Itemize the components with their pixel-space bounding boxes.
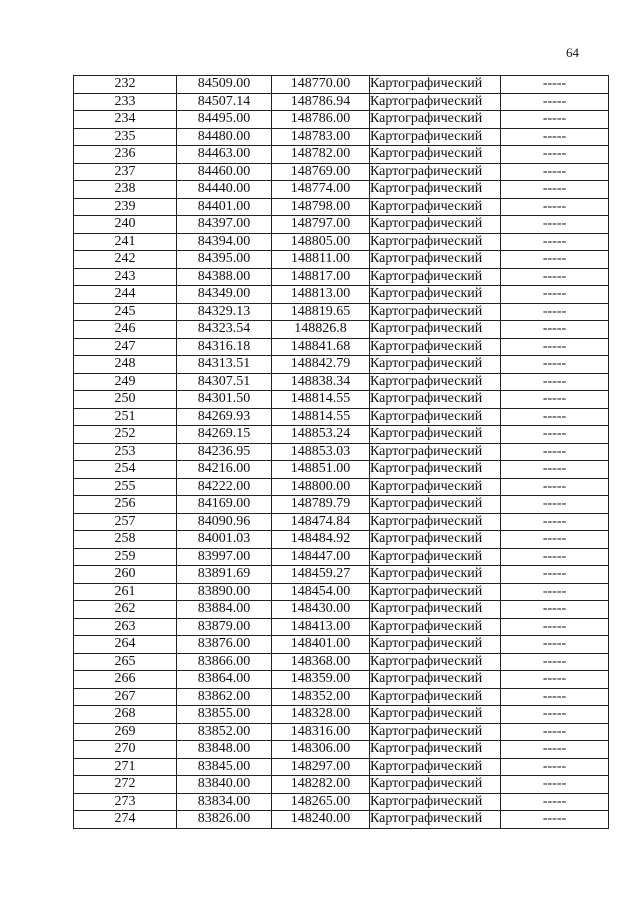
table-row	[74, 653, 609, 671]
y-coordinate-cell: 148841.68	[272, 338, 370, 356]
method-cell: Картографический	[370, 671, 501, 689]
accuracy-cell: -----	[501, 513, 609, 531]
x-coordinate-cell: 83845.00	[177, 758, 272, 776]
x-coordinate-cell: 84236.95	[177, 443, 272, 461]
accuracy-cell: -----	[501, 321, 609, 339]
table-row	[74, 811, 609, 829]
x-coordinate-cell: 83834.00	[177, 793, 272, 811]
x-coordinate-cell: 83852.00	[177, 723, 272, 741]
accuracy-cell: -----	[501, 443, 609, 461]
y-coordinate-cell: 148811.00	[272, 251, 370, 269]
x-coordinate-cell: 84401.00	[177, 198, 272, 216]
table-row	[74, 706, 609, 724]
method-cell: Картографический	[370, 741, 501, 759]
y-coordinate-cell: 148459.27	[272, 566, 370, 584]
point-number-cell: 241	[74, 233, 177, 251]
point-number-cell: 256	[74, 496, 177, 514]
table-row	[74, 128, 609, 146]
accuracy-cell: -----	[501, 286, 609, 304]
y-coordinate-cell: 148851.00	[272, 461, 370, 479]
accuracy-cell: -----	[501, 128, 609, 146]
y-coordinate-cell: 148782.00	[272, 146, 370, 164]
accuracy-cell: -----	[501, 793, 609, 811]
accuracy-cell: -----	[501, 408, 609, 426]
accuracy-cell: -----	[501, 163, 609, 181]
y-coordinate-cell: 148789.79	[272, 496, 370, 514]
y-coordinate-cell: 148814.55	[272, 408, 370, 426]
point-number-cell: 233	[74, 93, 177, 111]
table-row	[74, 548, 609, 566]
y-coordinate-cell: 148819.65	[272, 303, 370, 321]
table-row	[74, 601, 609, 619]
x-coordinate-cell: 84313.51	[177, 356, 272, 374]
x-coordinate-cell: 83997.00	[177, 548, 272, 566]
x-coordinate-cell: 84301.50	[177, 391, 272, 409]
accuracy-cell: -----	[501, 566, 609, 584]
table-row	[74, 408, 609, 426]
accuracy-cell: -----	[501, 618, 609, 636]
y-coordinate-cell: 148430.00	[272, 601, 370, 619]
table-row	[74, 181, 609, 199]
y-coordinate-cell: 148297.00	[272, 758, 370, 776]
accuracy-cell: -----	[501, 233, 609, 251]
method-cell: Картографический	[370, 251, 501, 269]
point-number-cell: 257	[74, 513, 177, 531]
method-cell: Картографический	[370, 513, 501, 531]
table-row	[74, 198, 609, 216]
method-cell: Картографический	[370, 233, 501, 251]
method-cell: Картографический	[370, 373, 501, 391]
method-cell: Картографический	[370, 531, 501, 549]
x-coordinate-cell: 84269.93	[177, 408, 272, 426]
table-row	[74, 688, 609, 706]
method-cell: Картографический	[370, 723, 501, 741]
y-coordinate-cell: 148838.34	[272, 373, 370, 391]
y-coordinate-cell: 148770.00	[272, 76, 370, 94]
y-coordinate-cell: 148826.8	[272, 321, 370, 339]
table-row	[74, 163, 609, 181]
method-cell: Картографический	[370, 653, 501, 671]
y-coordinate-cell: 148484.92	[272, 531, 370, 549]
x-coordinate-cell: 84329.13	[177, 303, 272, 321]
table-row	[74, 636, 609, 654]
y-coordinate-cell: 148454.00	[272, 583, 370, 601]
accuracy-cell: -----	[501, 723, 609, 741]
method-cell: Картографический	[370, 793, 501, 811]
coordinates-table-body	[74, 76, 609, 829]
y-coordinate-cell: 148282.00	[272, 776, 370, 794]
y-coordinate-cell: 148786.00	[272, 111, 370, 129]
accuracy-cell: -----	[501, 251, 609, 269]
method-cell: Картографический	[370, 163, 501, 181]
x-coordinate-cell: 84509.00	[177, 76, 272, 94]
method-cell: Картографический	[370, 268, 501, 286]
x-coordinate-cell: 84460.00	[177, 163, 272, 181]
point-number-cell: 260	[74, 566, 177, 584]
x-coordinate-cell: 84397.00	[177, 216, 272, 234]
accuracy-cell: -----	[501, 776, 609, 794]
point-number-cell: 258	[74, 531, 177, 549]
x-coordinate-cell: 84307.51	[177, 373, 272, 391]
x-coordinate-cell: 83855.00	[177, 706, 272, 724]
x-coordinate-cell: 84495.00	[177, 111, 272, 129]
method-cell: Картографический	[370, 618, 501, 636]
point-number-cell: 239	[74, 198, 177, 216]
x-coordinate-cell: 84323.54	[177, 321, 272, 339]
accuracy-cell: -----	[501, 706, 609, 724]
table-row	[74, 251, 609, 269]
x-coordinate-cell: 83876.00	[177, 636, 272, 654]
table-row	[74, 758, 609, 776]
point-number-cell: 268	[74, 706, 177, 724]
accuracy-cell: -----	[501, 548, 609, 566]
method-cell: Картографический	[370, 286, 501, 304]
table-row	[74, 776, 609, 794]
y-coordinate-cell: 148447.00	[272, 548, 370, 566]
point-number-cell: 238	[74, 181, 177, 199]
table-row	[74, 216, 609, 234]
x-coordinate-cell: 84394.00	[177, 233, 272, 251]
method-cell: Картографический	[370, 356, 501, 374]
accuracy-cell: -----	[501, 426, 609, 444]
accuracy-cell: -----	[501, 461, 609, 479]
y-coordinate-cell: 148842.79	[272, 356, 370, 374]
y-coordinate-cell: 148368.00	[272, 653, 370, 671]
point-number-cell: 242	[74, 251, 177, 269]
table-row	[74, 741, 609, 759]
accuracy-cell: -----	[501, 671, 609, 689]
table-row	[74, 496, 609, 514]
table-row	[74, 321, 609, 339]
table-row	[74, 93, 609, 111]
y-coordinate-cell: 148265.00	[272, 793, 370, 811]
y-coordinate-cell: 148797.00	[272, 216, 370, 234]
accuracy-cell: -----	[501, 531, 609, 549]
x-coordinate-cell: 83864.00	[177, 671, 272, 689]
method-cell: Картографический	[370, 758, 501, 776]
point-number-cell: 236	[74, 146, 177, 164]
point-number-cell: 252	[74, 426, 177, 444]
y-coordinate-cell: 148328.00	[272, 706, 370, 724]
method-cell: Картографический	[370, 636, 501, 654]
method-cell: Картографический	[370, 566, 501, 584]
y-coordinate-cell: 148786.94	[272, 93, 370, 111]
accuracy-cell: -----	[501, 688, 609, 706]
x-coordinate-cell: 84090.96	[177, 513, 272, 531]
x-coordinate-cell: 84216.00	[177, 461, 272, 479]
accuracy-cell: -----	[501, 373, 609, 391]
x-coordinate-cell: 84388.00	[177, 268, 272, 286]
y-coordinate-cell: 148352.00	[272, 688, 370, 706]
y-coordinate-cell: 148401.00	[272, 636, 370, 654]
x-coordinate-cell: 83884.00	[177, 601, 272, 619]
table-row	[74, 443, 609, 461]
method-cell: Картографический	[370, 303, 501, 321]
method-cell: Картографический	[370, 548, 501, 566]
point-number-cell: 253	[74, 443, 177, 461]
y-coordinate-cell: 148783.00	[272, 128, 370, 146]
table-row	[74, 566, 609, 584]
table-row	[74, 793, 609, 811]
point-number-cell: 254	[74, 461, 177, 479]
method-cell: Картографический	[370, 811, 501, 829]
method-cell: Картографический	[370, 408, 501, 426]
method-cell: Картографический	[370, 338, 501, 356]
table-row	[74, 426, 609, 444]
method-cell: Картографический	[370, 776, 501, 794]
table-row	[74, 618, 609, 636]
table-row	[74, 286, 609, 304]
y-coordinate-cell: 148316.00	[272, 723, 370, 741]
table-row	[74, 111, 609, 129]
x-coordinate-cell: 83848.00	[177, 741, 272, 759]
point-number-cell: 265	[74, 653, 177, 671]
point-number-cell: 244	[74, 286, 177, 304]
point-number-cell: 237	[74, 163, 177, 181]
method-cell: Картографический	[370, 706, 501, 724]
table-row	[74, 531, 609, 549]
x-coordinate-cell: 84001.03	[177, 531, 272, 549]
accuracy-cell: -----	[501, 653, 609, 671]
point-number-cell: 255	[74, 478, 177, 496]
accuracy-cell: -----	[501, 268, 609, 286]
table-row	[74, 478, 609, 496]
point-number-cell: 262	[74, 601, 177, 619]
x-coordinate-cell: 84222.00	[177, 478, 272, 496]
y-coordinate-cell: 148413.00	[272, 618, 370, 636]
x-coordinate-cell: 83866.00	[177, 653, 272, 671]
point-number-cell: 232	[74, 76, 177, 94]
accuracy-cell: -----	[501, 181, 609, 199]
point-number-cell: 240	[74, 216, 177, 234]
point-number-cell: 245	[74, 303, 177, 321]
y-coordinate-cell: 148813.00	[272, 286, 370, 304]
accuracy-cell: -----	[501, 391, 609, 409]
method-cell: Картографический	[370, 601, 501, 619]
x-coordinate-cell: 83826.00	[177, 811, 272, 829]
y-coordinate-cell: 148798.00	[272, 198, 370, 216]
accuracy-cell: -----	[501, 216, 609, 234]
table-row	[74, 146, 609, 164]
accuracy-cell: -----	[501, 76, 609, 94]
point-number-cell: 251	[74, 408, 177, 426]
accuracy-cell: -----	[501, 583, 609, 601]
y-coordinate-cell: 148474.84	[272, 513, 370, 531]
x-coordinate-cell: 84480.00	[177, 128, 272, 146]
x-coordinate-cell: 83891.69	[177, 566, 272, 584]
table-row	[74, 391, 609, 409]
x-coordinate-cell: 84269.15	[177, 426, 272, 444]
accuracy-cell: -----	[501, 636, 609, 654]
point-number-cell: 261	[74, 583, 177, 601]
table-row	[74, 356, 609, 374]
x-coordinate-cell: 84395.00	[177, 251, 272, 269]
accuracy-cell: -----	[501, 811, 609, 829]
x-coordinate-cell: 84169.00	[177, 496, 272, 514]
method-cell: Картографический	[370, 146, 501, 164]
point-number-cell: 243	[74, 268, 177, 286]
x-coordinate-cell: 84440.00	[177, 181, 272, 199]
table-row	[74, 513, 609, 531]
table-row	[74, 671, 609, 689]
y-coordinate-cell: 148359.00	[272, 671, 370, 689]
point-number-cell: 234	[74, 111, 177, 129]
point-number-cell: 247	[74, 338, 177, 356]
accuracy-cell: -----	[501, 111, 609, 129]
x-coordinate-cell: 83840.00	[177, 776, 272, 794]
y-coordinate-cell: 148774.00	[272, 181, 370, 199]
point-number-cell: 250	[74, 391, 177, 409]
accuracy-cell: -----	[501, 146, 609, 164]
point-number-cell: 274	[74, 811, 177, 829]
accuracy-cell: -----	[501, 741, 609, 759]
method-cell: Картографический	[370, 496, 501, 514]
x-coordinate-cell: 83890.00	[177, 583, 272, 601]
table-row	[74, 583, 609, 601]
table-row	[74, 373, 609, 391]
table-row	[74, 233, 609, 251]
point-number-cell: 259	[74, 548, 177, 566]
table-row	[74, 268, 609, 286]
method-cell: Картографический	[370, 391, 501, 409]
point-number-cell: 272	[74, 776, 177, 794]
accuracy-cell: -----	[501, 338, 609, 356]
method-cell: Картографический	[370, 198, 501, 216]
method-cell: Картографический	[370, 111, 501, 129]
point-number-cell: 263	[74, 618, 177, 636]
x-coordinate-cell: 83879.00	[177, 618, 272, 636]
y-coordinate-cell: 148805.00	[272, 233, 370, 251]
y-coordinate-cell: 148306.00	[272, 741, 370, 759]
point-number-cell: 248	[74, 356, 177, 374]
point-number-cell: 269	[74, 723, 177, 741]
y-coordinate-cell: 148769.00	[272, 163, 370, 181]
point-number-cell: 249	[74, 373, 177, 391]
accuracy-cell: -----	[501, 478, 609, 496]
y-coordinate-cell: 148800.00	[272, 478, 370, 496]
method-cell: Картографический	[370, 426, 501, 444]
x-coordinate-cell: 84316.18	[177, 338, 272, 356]
y-coordinate-cell: 148853.03	[272, 443, 370, 461]
method-cell: Картографический	[370, 688, 501, 706]
point-number-cell: 271	[74, 758, 177, 776]
x-coordinate-cell: 84463.00	[177, 146, 272, 164]
method-cell: Картографический	[370, 128, 501, 146]
accuracy-cell: -----	[501, 303, 609, 321]
method-cell: Картографический	[370, 181, 501, 199]
accuracy-cell: -----	[501, 93, 609, 111]
table-row	[74, 338, 609, 356]
method-cell: Картографический	[370, 443, 501, 461]
point-number-cell: 235	[74, 128, 177, 146]
method-cell: Картографический	[370, 93, 501, 111]
x-coordinate-cell: 84507.14	[177, 93, 272, 111]
table-row	[74, 723, 609, 741]
y-coordinate-cell: 148817.00	[272, 268, 370, 286]
point-number-cell: 273	[74, 793, 177, 811]
method-cell: Картографический	[370, 583, 501, 601]
method-cell: Картографический	[370, 216, 501, 234]
method-cell: Картографический	[370, 461, 501, 479]
table-row	[74, 76, 609, 94]
point-number-cell: 266	[74, 671, 177, 689]
accuracy-cell: -----	[501, 758, 609, 776]
table-row	[74, 303, 609, 321]
y-coordinate-cell: 148814.55	[272, 391, 370, 409]
method-cell: Картографический	[370, 321, 501, 339]
method-cell: Картографический	[370, 76, 501, 94]
coordinates-table	[73, 75, 609, 829]
point-number-cell: 267	[74, 688, 177, 706]
page-number: 64	[566, 45, 579, 60]
point-number-cell: 270	[74, 741, 177, 759]
point-number-cell: 246	[74, 321, 177, 339]
accuracy-cell: -----	[501, 601, 609, 619]
x-coordinate-cell: 83862.00	[177, 688, 272, 706]
y-coordinate-cell: 148240.00	[272, 811, 370, 829]
accuracy-cell: -----	[501, 356, 609, 374]
y-coordinate-cell: 148853.24	[272, 426, 370, 444]
table-row	[74, 461, 609, 479]
accuracy-cell: -----	[501, 198, 609, 216]
x-coordinate-cell: 84349.00	[177, 286, 272, 304]
method-cell: Картографический	[370, 478, 501, 496]
accuracy-cell: -----	[501, 496, 609, 514]
point-number-cell: 264	[74, 636, 177, 654]
